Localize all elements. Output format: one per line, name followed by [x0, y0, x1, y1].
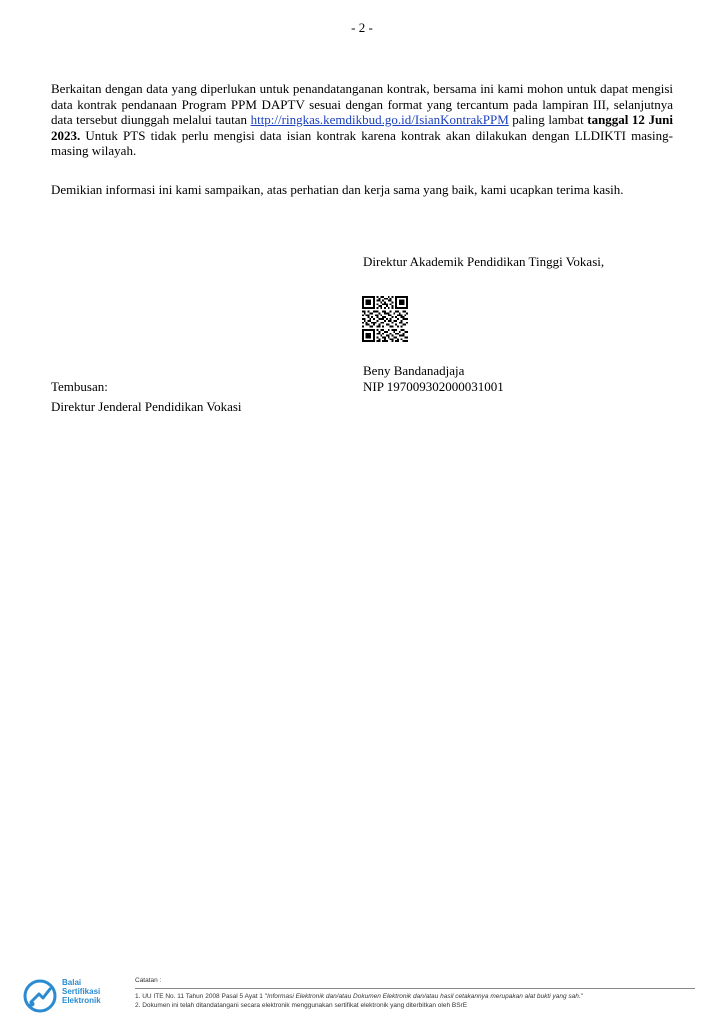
paragraph-mid: paling lambat	[512, 112, 584, 127]
contract-form-link[interactable]: http://ringkas.kemdikbud.go.id/IsianKontrakPPM	[250, 112, 509, 127]
bsre-logo	[22, 978, 122, 1014]
footer-note-2: 2. Dokumen ini telah ditandatangani secara elektronik menggunakan sertifikat elektronik yang diterbitkan oleh BSrE	[135, 1001, 468, 1009]
signatory-nip: NIP 197009302000031001	[363, 379, 504, 394]
footer-divider	[135, 988, 695, 989]
page-number: - 2 -	[351, 20, 373, 35]
cc-recipient: Direktur Jenderal Pendidikan Vokasi	[51, 399, 242, 414]
bsre-emblem-icon	[22, 978, 58, 1014]
note1-prefix: 1. UU ITE No. 11 Tahun 2008 Pasal 5 Ayat 1 "	[135, 993, 268, 1000]
signatory-title: Direktur Akademik Pendidikan Tinggi Vokasi,	[363, 254, 605, 269]
paragraph-contract-data	[51, 81, 673, 159]
deadline-date: tanggal 12 Juni 2023.	[51, 112, 674, 143]
logo-line-2: Sertifikasi	[62, 987, 101, 996]
paragraph-closing: Demikian informasi ini kami sampaikan, atas perhatian dan kerja sama yang baik, kami ucapkan terima kasih.	[51, 182, 624, 197]
paragraph-tail: Untuk PTS tidak perlu mengisi data isian kontrak karena kontrak akan dilakukan dengan LLDIKTI masing-masing wilayah.	[51, 127, 673, 158]
logo-line-3: Elektronik	[62, 996, 101, 1005]
note1-suffix: "	[580, 993, 583, 1000]
paragraph-lead: Berkaitan dengan data yang diperlukan untuk penandatanganan kontrak, bersama ini kami mohon untuk dapat mengisi data kontrak pendanaan Program PPM DAPTV sesuai dengan format yang tercantum pada lampiran III, selanjutnya data tersebut diunggah melalui tautan	[51, 81, 673, 127]
logo-text	[62, 978, 101, 1005]
note1-quote: Informasi Elektronik dan/atau Dokumen Elektronik dan/atau hasil cetakannya merupakan alat bukti yang sah.	[267, 993, 581, 1000]
signatory-name: Beny Bandanadjaja	[363, 363, 465, 378]
footer-notes	[135, 976, 695, 1010]
footer-note-1	[135, 993, 695, 1002]
footer-notes-label: Catatan :	[135, 977, 162, 984]
cc-label: Tembusan:	[51, 379, 108, 394]
logo-line-1: Balai	[62, 978, 82, 987]
qr-code-icon	[362, 296, 408, 342]
